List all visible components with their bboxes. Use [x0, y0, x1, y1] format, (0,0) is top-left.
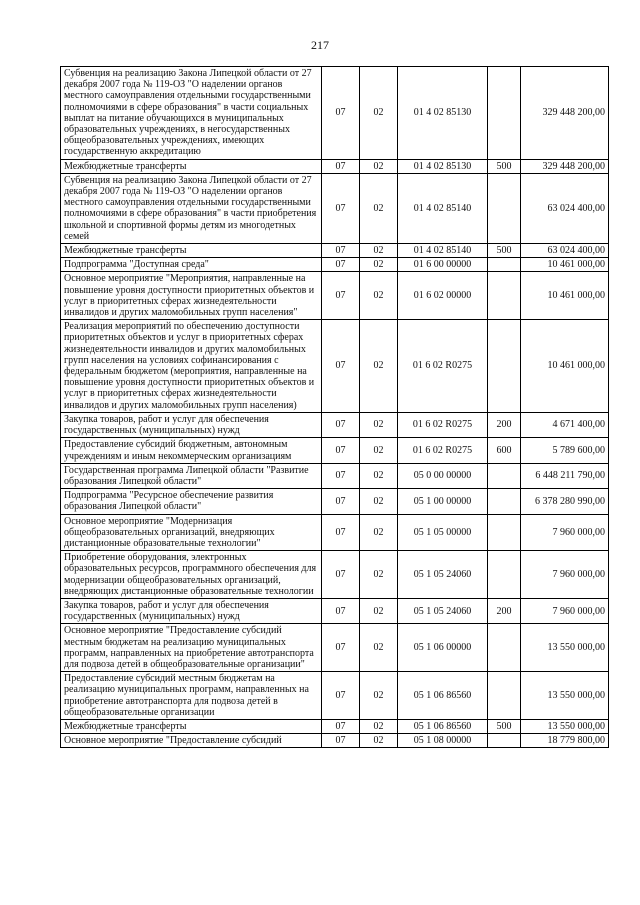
expense-type-cell: [488, 672, 521, 720]
amount-cell: 10 461 000,00: [521, 258, 609, 272]
row-name-cell: Межбюджетные трансферты: [61, 244, 322, 258]
section-code-cell: 07: [322, 551, 360, 599]
target-article-cell: 01 4 02 85130: [398, 159, 488, 173]
expense-type-cell: 200: [488, 598, 521, 623]
table-row: [61, 272, 609, 320]
expense-type-cell: [488, 463, 521, 488]
section-code-cell: 07: [322, 244, 360, 258]
row-name-cell: Подпрограмма "Доступная среда": [61, 258, 322, 272]
target-article-cell: 05 0 00 00000: [398, 463, 488, 488]
expense-type-cell: [488, 258, 521, 272]
section-code-cell: 07: [322, 463, 360, 488]
expense-type-cell: 500: [488, 159, 521, 173]
row-name-cell: Основное мероприятие "Модернизация общеобразовательных организаций, внедряющих дистанционные образовательные технологии": [61, 514, 322, 551]
expense-type-cell: [488, 514, 521, 551]
expense-type-cell: [488, 173, 521, 243]
section-code-cell: 07: [322, 272, 360, 320]
subsection-code-cell: 02: [360, 598, 398, 623]
row-name-cell: Государственная программа Липецкой области "Развитие образования Липецкой области": [61, 463, 322, 488]
target-article-cell: 01 6 02 R0275: [398, 412, 488, 437]
section-code-cell: 07: [322, 672, 360, 720]
expense-type-cell: [488, 67, 521, 160]
amount-cell: 7 960 000,00: [521, 514, 609, 551]
expense-type-cell: 600: [488, 438, 521, 463]
subsection-code-cell: 02: [360, 320, 398, 413]
target-article-cell: 05 1 06 86560: [398, 672, 488, 720]
subsection-code-cell: 02: [360, 719, 398, 733]
target-article-cell: 01 6 00 00000: [398, 258, 488, 272]
amount-cell: 329 448 200,00: [521, 159, 609, 173]
subsection-code-cell: 02: [360, 438, 398, 463]
section-code-cell: 07: [322, 320, 360, 413]
row-name-cell: Предоставление субсидий местным бюджетам на реализацию муниципальных программ, направленных на приобретение автотранспорта для подвоза детей в общеобразовательные организации: [61, 672, 322, 720]
row-name-cell: Предоставление субсидий бюджетным, автономным учреждениям и иным некоммерческим организациям: [61, 438, 322, 463]
amount-cell: 13 550 000,00: [521, 624, 609, 672]
target-article-cell: 01 4 02 85140: [398, 173, 488, 243]
amount-cell: 18 779 800,00: [521, 734, 609, 748]
row-name-cell: Субвенция на реализацию Закона Липецкой области от 27 декабря 2007 года № 119-ОЗ "О наделении органов местного самоуправления отдельными государственными полномочиями в сфере образования" в части приобретения школьной и спортивной формы детям из многодетных семей: [61, 173, 322, 243]
table-row: [61, 514, 609, 551]
table-row: [61, 412, 609, 437]
section-code-cell: 07: [322, 719, 360, 733]
table-row: [61, 551, 609, 599]
amount-cell: 13 550 000,00: [521, 719, 609, 733]
amount-cell: 7 960 000,00: [521, 598, 609, 623]
target-article-cell: 01 6 02 R0275: [398, 320, 488, 413]
target-article-cell: 05 1 06 86560: [398, 719, 488, 733]
table-row: [61, 438, 609, 463]
subsection-code-cell: 02: [360, 244, 398, 258]
section-code-cell: 07: [322, 258, 360, 272]
target-article-cell: 05 1 08 00000: [398, 734, 488, 748]
row-name-cell: Субвенция на реализацию Закона Липецкой области от 27 декабря 2007 года № 119-ОЗ "О наделении органов местного самоуправления отдельными государственными полномочиями в сфере образования" в части социальных выплат на питание обучающихся в муниципальных образовательных учреждениях, в негосударственных общеобразовательных учреждениях, имеющих государственную аккредитацию: [61, 67, 322, 160]
target-article-cell: 05 1 05 24060: [398, 598, 488, 623]
amount-cell: 63 024 400,00: [521, 173, 609, 243]
target-article-cell: 01 6 02 00000: [398, 272, 488, 320]
table-row: [61, 489, 609, 514]
amount-cell: 10 461 000,00: [521, 320, 609, 413]
section-code-cell: 07: [322, 514, 360, 551]
subsection-code-cell: 02: [360, 173, 398, 243]
section-code-cell: 07: [322, 438, 360, 463]
budget-table: [60, 66, 609, 748]
expense-type-cell: [488, 624, 521, 672]
budget-table-body: [61, 67, 609, 748]
amount-cell: 10 461 000,00: [521, 272, 609, 320]
target-article-cell: 05 1 00 00000: [398, 489, 488, 514]
subsection-code-cell: 02: [360, 272, 398, 320]
row-name-cell: Межбюджетные трансферты: [61, 159, 322, 173]
section-code-cell: 07: [322, 159, 360, 173]
table-row: [61, 734, 609, 748]
table-row: [61, 173, 609, 243]
subsection-code-cell: 02: [360, 412, 398, 437]
row-name-cell: Закупка товаров, работ и услуг для обеспечения государственных (муниципальных) нужд: [61, 412, 322, 437]
table-row: [61, 672, 609, 720]
table-row: [61, 244, 609, 258]
expense-type-cell: [488, 489, 521, 514]
subsection-code-cell: 02: [360, 672, 398, 720]
table-row: [61, 67, 609, 160]
expense-type-cell: 500: [488, 244, 521, 258]
row-name-cell: Приобретение оборудования, электронных образовательных ресурсов, программного обеспечения для модернизации общеобразовательных организаций, внедряющих дистанционные образовательные технологии: [61, 551, 322, 599]
section-code-cell: 07: [322, 67, 360, 160]
row-name-cell: Подпрограмма "Ресурсное обеспечение развития образования Липецкой области": [61, 489, 322, 514]
amount-cell: 6 448 211 790,00: [521, 463, 609, 488]
expense-type-cell: [488, 272, 521, 320]
subsection-code-cell: 02: [360, 258, 398, 272]
amount-cell: 63 024 400,00: [521, 244, 609, 258]
expense-type-cell: [488, 320, 521, 413]
subsection-code-cell: 02: [360, 159, 398, 173]
subsection-code-cell: 02: [360, 734, 398, 748]
table-row: [61, 258, 609, 272]
target-article-cell: 05 1 06 00000: [398, 624, 488, 672]
row-name-cell: Основное мероприятие "Предоставление субсидий: [61, 734, 322, 748]
row-name-cell: Реализация мероприятий по обеспечению доступности приоритетных объектов и услуг в приоритетных сферах жизнедеятельности инвалидов и других маломобильных групп населения на условиях софинансирования с федеральным бюджетом (мероприятия, направленные на повышение уровня доступности приоритетных объектов и услуг в приоритетных сферах жизнедеятельности инвалидов и других маломобильных групп населения): [61, 320, 322, 413]
amount-cell: 7 960 000,00: [521, 551, 609, 599]
section-code-cell: 07: [322, 173, 360, 243]
target-article-cell: 01 6 02 R0275: [398, 438, 488, 463]
subsection-code-cell: 02: [360, 624, 398, 672]
section-code-cell: 07: [322, 734, 360, 748]
table-row: [61, 159, 609, 173]
table-row: [61, 598, 609, 623]
section-code-cell: 07: [322, 489, 360, 514]
expense-type-cell: [488, 551, 521, 599]
row-name-cell: Основное мероприятие "Мероприятия, направленные на повышение уровня доступности приоритетных объектов и услуг в приоритетных сферах жизнедеятельности инвалидов и других маломобильных групп населения": [61, 272, 322, 320]
subsection-code-cell: 02: [360, 551, 398, 599]
target-article-cell: 01 4 02 85130: [398, 67, 488, 160]
subsection-code-cell: 02: [360, 514, 398, 551]
target-article-cell: 05 1 05 24060: [398, 551, 488, 599]
amount-cell: 6 378 280 990,00: [521, 489, 609, 514]
section-code-cell: 07: [322, 598, 360, 623]
amount-cell: 13 550 000,00: [521, 672, 609, 720]
target-article-cell: 05 1 05 00000: [398, 514, 488, 551]
row-name-cell: Основное мероприятие "Предоставление субсидий местным бюджетам на реализацию муниципальных программ, направленных на приобретение автотранспорта для подвоза детей в общеобразовательные организации": [61, 624, 322, 672]
table-row: [61, 320, 609, 413]
subsection-code-cell: 02: [360, 489, 398, 514]
expense-type-cell: 200: [488, 412, 521, 437]
amount-cell: 329 448 200,00: [521, 67, 609, 160]
table-row: [61, 719, 609, 733]
target-article-cell: 01 4 02 85140: [398, 244, 488, 258]
section-code-cell: 07: [322, 412, 360, 437]
amount-cell: 5 789 600,00: [521, 438, 609, 463]
expense-type-cell: [488, 734, 521, 748]
table-row: [61, 624, 609, 672]
row-name-cell: Межбюджетные трансферты: [61, 719, 322, 733]
expense-type-cell: 500: [488, 719, 521, 733]
table-row: [61, 463, 609, 488]
page-number: 217: [311, 38, 329, 52]
subsection-code-cell: 02: [360, 463, 398, 488]
row-name-cell: Закупка товаров, работ и услуг для обеспечения государственных (муниципальных) нужд: [61, 598, 322, 623]
subsection-code-cell: 02: [360, 67, 398, 160]
section-code-cell: 07: [322, 624, 360, 672]
amount-cell: 4 671 400,00: [521, 412, 609, 437]
